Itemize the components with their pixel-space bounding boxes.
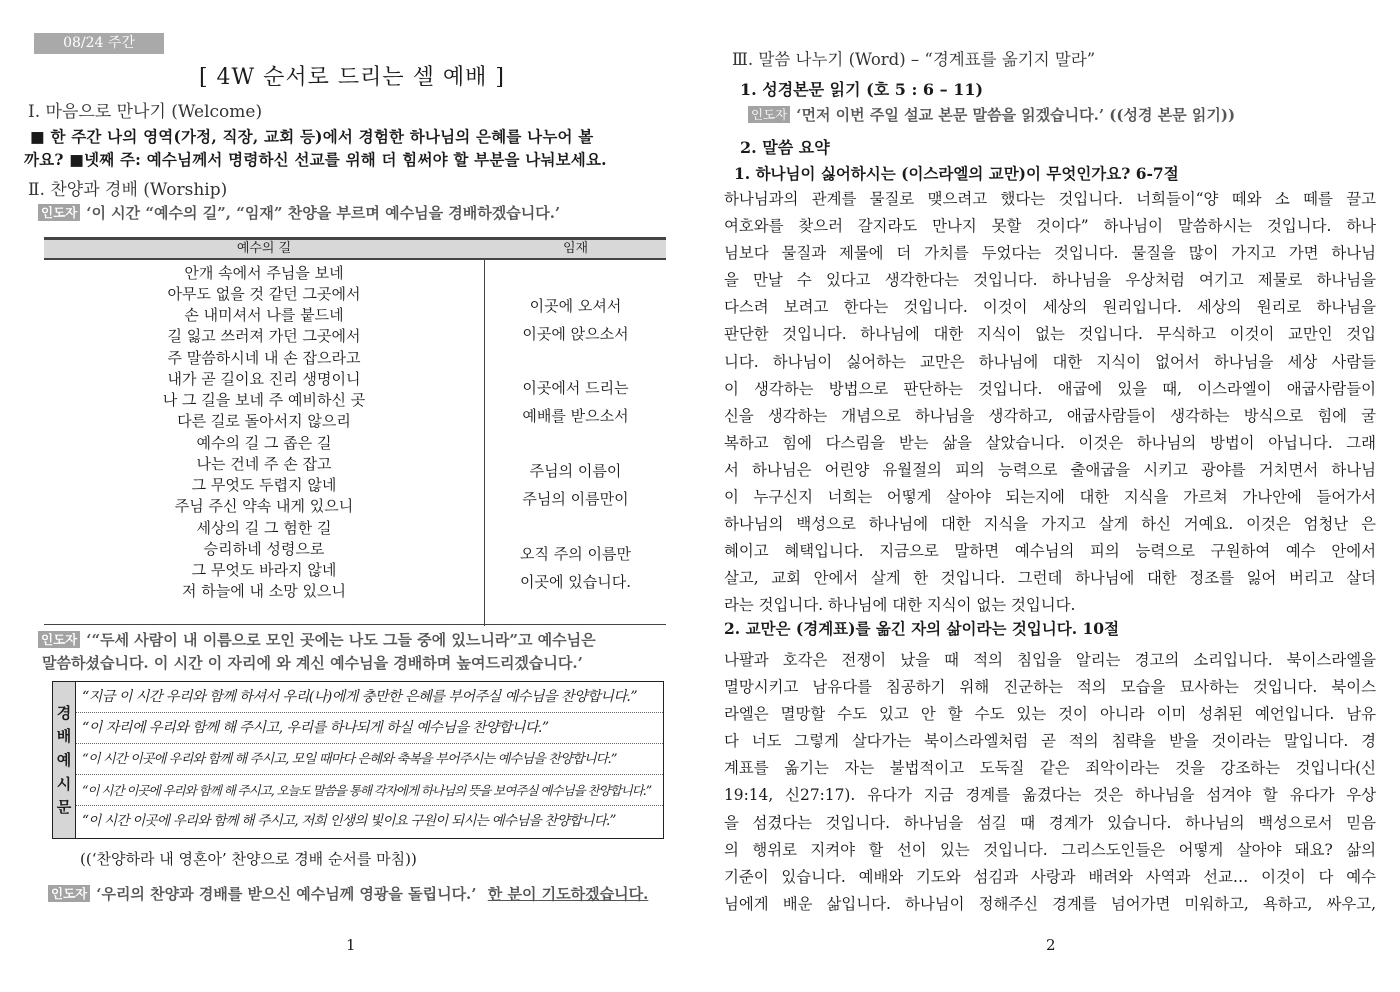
worship-prayer-row: “이 시간 이곳에 우리와 함께 해 주시고, 모일 때마다 은혜와 축복을 부어주시는 예수님을 찬양합니다.” xyxy=(76,744,663,775)
paragraph-line: 다스려 보려고 한다는 것입니다. 이것이 세상의 원리입니다. 세상의 원리로 하나님을 xyxy=(724,298,1376,317)
section-worship-heading: Ⅱ. 찬양과 경배 (Worship) xyxy=(28,180,228,200)
paragraph-line: 을 만날 수 있다고 생각한다는 것입니다. 하나님을 우상처럼 여기고 제물로 하나님을 xyxy=(724,271,1376,290)
paragraph-line: 을 섬겼다는 것입니다. 하나님을 섬길 때 경계가 있습니다. 하나님의 백성으로서 믿음 xyxy=(724,813,1376,832)
point-1-paragraph xyxy=(724,186,1376,620)
summary-heading: 2. 말씀 요약 xyxy=(740,138,830,157)
lyric-line: 다른 길로 돌아서지 않으리 xyxy=(177,412,351,430)
point-1-heading: 1. 하나님이 싫어하시는 (이스라엘의 교만)이 무엇인가요? 6-7절 xyxy=(734,164,1179,183)
point-2-paragraph xyxy=(724,647,1376,918)
leader-line-1 xyxy=(38,202,560,225)
chorus-block xyxy=(485,540,666,596)
leader-line-2-text-2: 말씀하셨습니다. 이 시간 이 자리에 와 계신 예수님을 경배하며 높여드리겠습니다.’ xyxy=(42,654,583,672)
leader-line-3-tail: 한 분이 기도하겠습니다. xyxy=(487,885,649,903)
document-title: [ 4W 순서로 드리는 셀 예배 ] xyxy=(198,65,505,90)
paragraph-line: 혜이고 혜택입니다. 지금으로 말하면 예수님의 피의 능력으로 구원하여 예수 안에서 xyxy=(724,542,1376,561)
leader-line-4 xyxy=(748,104,1235,127)
paragraph-line: 신을 생각하는 개념으로 하나님을 생각하고, 애굽사람들이 생각하는 방식으로 힘에 굴 xyxy=(724,406,1376,425)
lyric-line: 길 잃고 쓰러져 가던 그곳에서 xyxy=(167,327,361,345)
paragraph-line: 여호와를 찾으러 갈지라도 만나지 못할 것이다” 하나님이 말씀하시는 것입니다. 하나 xyxy=(724,217,1376,236)
worship-prayer-box xyxy=(52,681,664,839)
lyric-line: 주님 주신 약속 내게 있으니 xyxy=(174,497,354,515)
leader-badge: 인도자 xyxy=(38,204,80,221)
worship-label-char: 예 xyxy=(56,751,72,769)
welcome-question xyxy=(24,125,680,171)
date-tag: 08/24 주간 xyxy=(34,33,164,54)
paragraph-line: 님에게 배운 삶입니다. 하나님이 정해주신 경계를 넘어가면 미워하고, 욕하고, 싸우고, xyxy=(724,894,1376,913)
page-1 xyxy=(24,0,680,992)
worship-prayer-row: “이 시간 이곳에 우리와 함께 해 주시고, 저희 인생의 빛이요 구원이 되시는 예수님을 찬양합니다.” xyxy=(82,813,616,829)
lyric-line: 안개 속에서 주님을 보네 xyxy=(184,264,344,282)
paragraph-line: 멸망시키고 남유다를 침공하기 위해 진군하는 적의 모습을 묘사하는 것입니다. 북이스 xyxy=(724,678,1376,697)
leader-line-4-text: ‘먼저 이번 주일 설교 본문 말씀을 읽겠습니다.’ ((성경 본문 읽기)) xyxy=(796,106,1236,124)
point-2-heading: 2. 교만은 (경계표)를 옮긴 자의 삶이라는 것입니다. 10절 xyxy=(724,619,1120,638)
leader-line-2 xyxy=(38,629,678,675)
lyric-line: 승리하네 성령으로 xyxy=(203,540,325,558)
page-2 xyxy=(724,0,1379,992)
song-title-right: 임재 xyxy=(562,241,589,256)
worship-prayer-label xyxy=(53,682,76,838)
chorus-line: 주님의 이름이 xyxy=(529,462,622,480)
chorus-block xyxy=(485,292,666,348)
worship-label-char: 배 xyxy=(56,727,72,745)
welcome-question-line-1: ■ 한 주간 나의 영역(가정, 직장, 교회 등)에서 경험한 하나님의 은혜를 나누어 볼 xyxy=(30,127,594,146)
paragraph-line: 님보다 물질과 제물에 더 가치를 두었다는 것입니다. 물질을 많이 가지고 가면 하나님 xyxy=(724,244,1376,263)
lyric-line: 그 무엇도 바라지 않네 xyxy=(191,561,337,579)
worship-label-char: 경 xyxy=(56,704,72,722)
scripture-reading-heading: 1. 성경본문 읽기 (호 5 : 6 – 11) xyxy=(740,80,984,99)
chorus-line: 이곳에 앉으소서 xyxy=(522,325,629,343)
lyric-line: 아무도 없을 것 같던 그곳에서 xyxy=(167,285,361,303)
leader-badge: 인도자 xyxy=(748,106,790,123)
worship-prayer-row: “이 시간 이곳에 우리와 함께 해 주시고, 오늘도 말씀을 통해 각자에게 하나님의 뜻을 보여주실 예수님을 찬양합니다.” xyxy=(76,775,663,806)
chorus-line: 이곳에서 드리는 xyxy=(522,379,629,397)
song-table-bottom-rule xyxy=(44,624,666,625)
paragraph-line: 라는 것입니다. 하나님에 대한 지식이 없는 것입니다. xyxy=(724,596,1076,615)
song-table xyxy=(44,237,666,626)
paragraph-line: 계표를 옮기는 자는 불법적이고 도둑질 같은 죄악이라는 것을 강조하는 것입니다(신 xyxy=(724,759,1376,778)
leader-line-3 xyxy=(48,883,648,906)
paragraph-line: 19:14, 신27:17). 유다가 지금 경계를 옮겼다는 것은 하나님을 섬겨야 할 유다가 우상 xyxy=(724,786,1376,805)
paragraph-line: 라엘은 멸망할 수도 있고 안 할 수도 있는 것이 아니라 이미 성취된 예언입니다. 남유 xyxy=(724,705,1376,724)
page-number: 1 xyxy=(346,936,356,954)
chorus-block xyxy=(485,374,666,430)
leader-line-3-text: ‘우리의 찬양과 경배를 받으신 예수님께 영광을 돌립니다.’ xyxy=(96,885,477,903)
worship-label-char: 문 xyxy=(56,798,72,816)
lyric-line: 저 하늘에 내 소망 있으니 xyxy=(182,582,346,600)
welcome-question-line-2: 까요? ■넷째 주: 예수님께서 명령하신 선교를 위해 더 힘써야 할 부분을 나눠보세요. xyxy=(24,150,607,169)
chorus-line: 오직 주의 이름만 xyxy=(520,545,631,563)
section-welcome-heading: Ⅰ. 마음으로 만나기 (Welcome) xyxy=(28,102,263,122)
worship-prayer-row: “지금 이 시간 우리와 함께 하셔서 우리(나)에게 충만한 은혜를 부어주실 예수님을 찬양합니다.” xyxy=(76,682,663,713)
song-table-header xyxy=(44,240,666,260)
paragraph-line: 기준이 있습니다. 예배와 기도와 섬김과 사랑과 배려와 사역과 선교… 이것이 다 예수 xyxy=(724,867,1376,886)
paragraph-line: 판단한 것입니다. 하나님에 대한 지식이 없는 것입니다. 무식하고 이것이 교만인 것입 xyxy=(724,325,1376,344)
closing-note: ((‘찬양하라 내 영혼아’ 찬양으로 경배 순서를 마침)) xyxy=(80,850,417,868)
lyric-line: 손 내미셔서 나를 붙드네 xyxy=(184,306,344,324)
paragraph-line: 이 누구신지 너희는 어떻게 살아야 되는지에 대한 지식을 가르쳐 가나안에 들어가서 xyxy=(724,488,1376,507)
chorus-line: 예배를 받으소서 xyxy=(522,407,629,425)
paragraph-line: 복하고 힘에 다스림을 받는 삶을 살았습니다. 이것은 하나님의 방법이 아닙니다. 그래 xyxy=(724,433,1376,452)
section-word-heading: Ⅲ. 말씀 나누기 (Word) – “경계표를 옮기지 말라” xyxy=(732,50,1096,69)
lyric-line: 나 그 길을 보네 주 예비하신 곳 xyxy=(162,391,366,409)
page-number: 2 xyxy=(1046,936,1056,954)
lyric-line: 그 무엇도 두렵지 않네 xyxy=(191,476,337,494)
chorus-line: 주님의 이름만이 xyxy=(522,490,629,508)
worship-prayer-row: “이 자리에 우리와 함께 해 주시고, 우리를 하나되게 하실 예수님을 찬양합니다.” xyxy=(76,713,663,744)
leader-line-2-text-1: ‘“두세 사람이 내 이름으로 모인 곳에는 나도 그들 중에 있느니라”고 예수님은 xyxy=(86,631,596,649)
paragraph-line: 나팔과 호각은 전쟁이 났을 때 적의 침입을 알리는 경고의 소리입니다. 북이스라엘을 xyxy=(724,651,1376,669)
paragraph-line: 이 생각하는 방법으로 판단하는 것입니다. 애굽에 있을 때, 이스라엘이 애굽사람들이 xyxy=(724,379,1376,398)
chorus-line: 이곳에 있습니다. xyxy=(520,573,631,591)
chorus-line: 이곳에 오셔서 xyxy=(529,297,622,315)
leader-badge: 인도자 xyxy=(48,885,90,902)
paragraph-line: 서 하나님은 어린양 유월절의 피의 능력으로 출애굽을 시키고 광야를 거치면서 하나님 xyxy=(724,460,1376,479)
song-title-left: 예수의 길 xyxy=(236,241,292,256)
chorus-block xyxy=(485,457,666,513)
paragraph-line: 의 행위로 지켜야 할 선이 있는 것입니다. 그리스도인들은 어떻게 살아야 돼요? 삶의 xyxy=(724,840,1376,859)
paragraph-line: 니다. 하나님이 싫어하는 교만은 하나님에 대한 지식이 없어서 하나님을 세상 사람들 xyxy=(724,352,1376,371)
paragraph-line: 하나님과의 관계를 물질로 맺으려고 했다는 것입니다. 너희들이“양 떼와 소 떼를 끌고 xyxy=(724,190,1376,208)
paragraph-line: 하나님의 백성으로 하나님에 대한 지식을 가지고 살게 하신 거예요. 이것은 엄청난 은 xyxy=(724,515,1376,534)
lyric-line: 주 말씀하시네 내 손 잡으라고 xyxy=(167,349,361,367)
paragraph-line: 살고, 교회 안에서 살게 한 것입니다. 그런데 하나님에 대한 정조를 잃어 버리고 살더 xyxy=(724,569,1376,588)
lyric-line: 나는 건네 주 손 잡고 xyxy=(196,455,332,473)
leader-line-1-text: ‘이 시간 “예수의 길”, “임재” 찬양을 부르며 예수님을 경배하겠습니다.’ xyxy=(86,204,561,222)
leader-badge: 인도자 xyxy=(38,631,80,648)
lyric-line: 내가 곧 길이요 진리 생명이니 xyxy=(167,370,361,388)
lyric-line: 세상의 길 그 험한 길 xyxy=(196,519,332,537)
lyric-line: 예수의 길 그 좁은 길 xyxy=(196,434,332,452)
worship-label-char: 시 xyxy=(56,775,72,793)
paragraph-line: 다 너도 그렇게 살다가는 북이스라엘처럼 곧 적의 침략을 받을 것이라는 말입니다. 경 xyxy=(724,732,1376,751)
